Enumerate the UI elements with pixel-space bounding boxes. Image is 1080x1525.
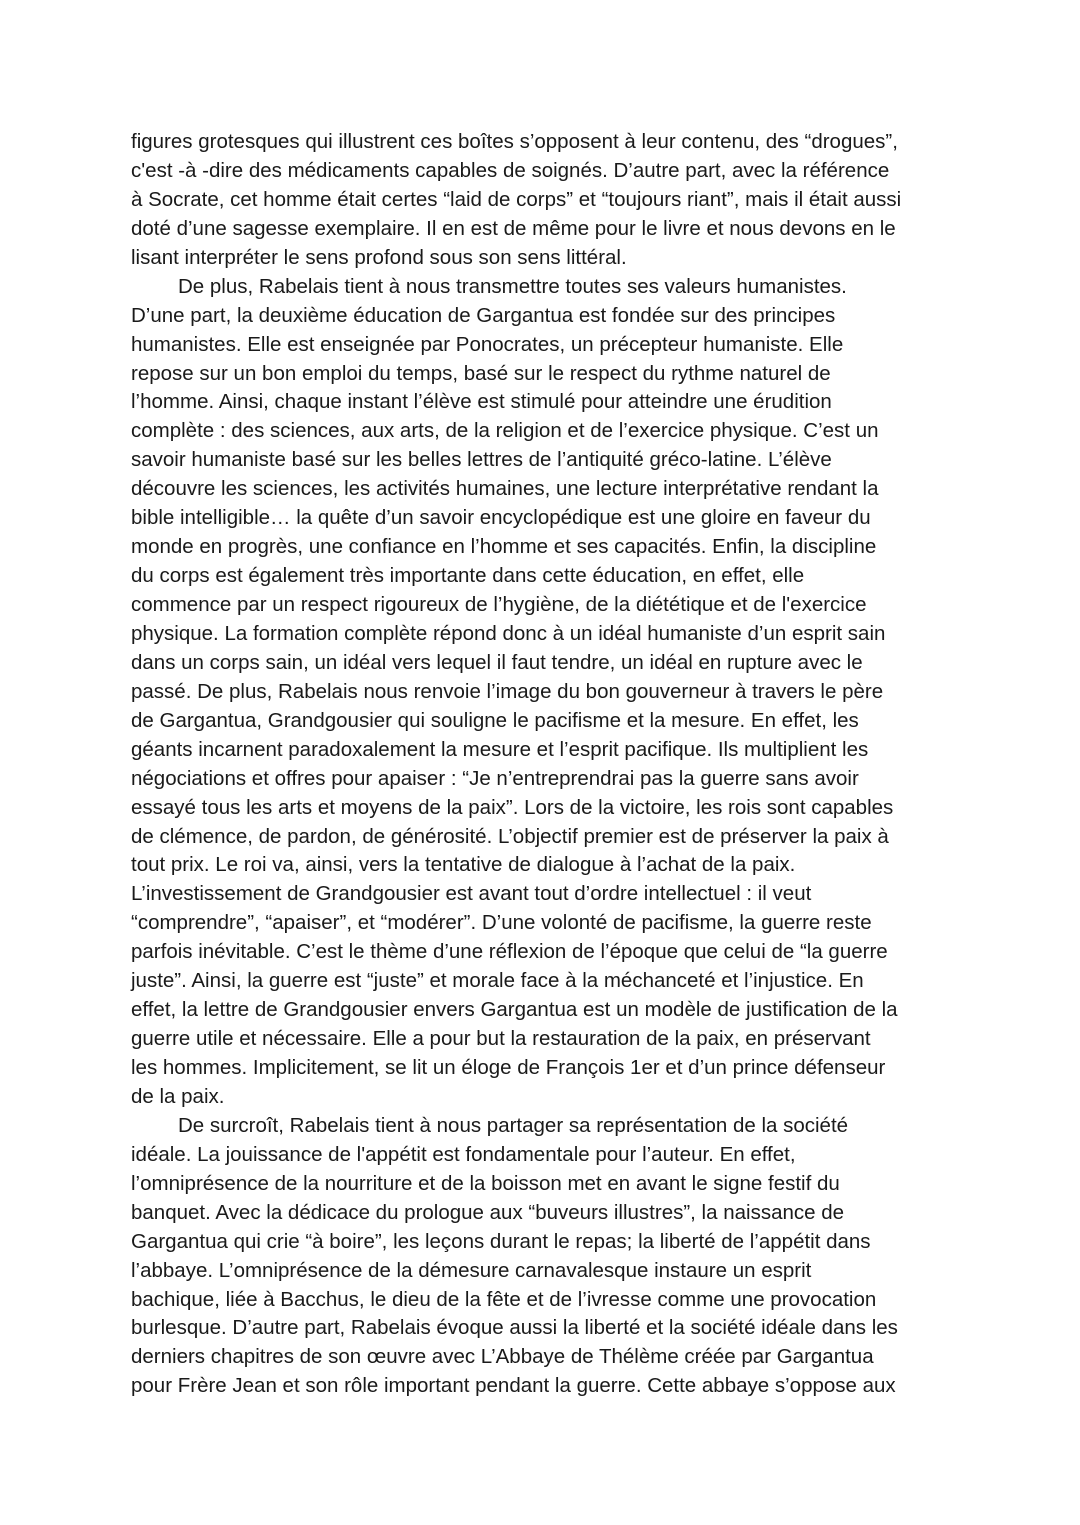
- text-line: L’investissement de Grandgousier est avant tout d’ordre intellectuel : il veut: [131, 882, 812, 906]
- essay-text: [131, 128, 961, 1401]
- text-line: du corps est également très importante dans cette éducation, en effet, elle: [131, 564, 805, 588]
- text-line: figures grotesques qui illustrent ces boîtes s’opposent à leur contenu, des “drogues”,: [131, 130, 898, 153]
- text-line: passé. De plus, Rabelais nous renvoie l’image du bon gouverneur à travers le père: [131, 679, 884, 703]
- text-line: burlesque. D’autre part, Rabelais évoque aussi la liberté et la société idéale dans les: [131, 1316, 898, 1340]
- text-line: découvre les sciences, les activités humaines, une lecture interprétative rendant la: [131, 477, 879, 501]
- text-line: l’homme. Ainsi, chaque instant l’élève est stimulé pour atteindre une érudition: [131, 390, 832, 414]
- text-line: dans un corps sain, un idéal vers lequel il faut tendre, un idéal en rupture avec le: [131, 650, 863, 674]
- text-line: derniers chapitres de son œuvre avec L’Abbaye de Thélème créée par Gargantua: [131, 1345, 874, 1369]
- text-line: doté d’une sagesse exemplaire. Il en est de même pour le livre et nous devons en le: [131, 216, 896, 240]
- text-line: l’abbaye. L’omniprésence de la démesure carnavalesque instaure un esprit: [131, 1258, 812, 1282]
- text-line: lisant interpréter le sens profond sous son sens littéral.: [131, 245, 627, 269]
- text-line: bachique, liée à Bacchus, le dieu de la fête et de l’ivresse comme une provocation: [131, 1287, 877, 1311]
- text-line: les hommes. Implicitement, se lit un éloge de François 1er et d’un prince défenseur: [131, 1056, 886, 1079]
- text-line: parfois inévitable. C’est le thème d’une réflexion de l’époque que celui de “la guerre: [131, 940, 888, 964]
- text-line: essayé tous les arts et moyens de la paix”. Lors de la victoire, les rois sont capables: [131, 795, 894, 819]
- text-line: juste”. Ainsi, la guerre est “juste” et morale face à la méchanceté et l’injustice. En: [131, 969, 864, 993]
- text-line: repose sur un bon emploi du temps, basé sur le respect du rythme naturel de: [131, 361, 831, 385]
- text-line: savoir humaniste basé sur les belles lettres de l’antiquité gréco-latine. L’élève: [131, 448, 832, 472]
- text-line: tout prix. Le roi va, ainsi, vers la tentative de dialogue à l’achat de la paix.: [131, 853, 796, 877]
- text-line: bible intelligible… la quête d’un savoir encyclopédique est une gloire en faveur du: [131, 506, 871, 530]
- text-line: banquet. Avec la dédicace du prologue aux “buveurs illustres”, la naissance de: [131, 1200, 845, 1224]
- text-line: pour Frère Jean et son rôle important pendant la guerre. Cette abbaye s’oppose aux: [131, 1374, 896, 1398]
- paragraph-start-line: De surcroît, Rabelais tient à nous partager sa représentation de la société: [178, 1113, 849, 1137]
- text-line: monde en progrès, une confiance en l’homme et ses capacités. Enfin, la discipline: [131, 535, 877, 559]
- text-line: guerre utile et nécessaire. Elle a pour but la restauration de la paix, en préservant: [131, 1027, 871, 1051]
- text-line: l’omniprésence de la nourriture et de la boisson met en avant le signe festif du: [131, 1171, 840, 1195]
- text-line: effet, la lettre de Grandgousier envers Gargantua est un modèle de justification de la: [131, 998, 898, 1022]
- text-line: humanistes. Elle est enseignée par Ponocrates, un précepteur humaniste. Elle: [131, 332, 844, 356]
- text-line: à Socrate, cet homme était certes “laid de corps” et “toujours riant”, mais il était aussi: [131, 187, 902, 211]
- text-line: commence par un respect rigoureux de l’hygiène, de la diététique et de l'exercice: [131, 593, 867, 616]
- text-line: c'est -à -dire des médicaments capables de soignés. D’autre part, avec la référence: [131, 158, 890, 182]
- text-line: de la paix.: [131, 1084, 225, 1108]
- text-line: négociations et offres pour apaiser : “Je n’entreprendrai pas la guerre sans avoir: [131, 766, 859, 790]
- text-line: de clémence, de pardon, de générosité. L’objectif premier est de préserver la paix à: [131, 824, 889, 848]
- text-line: physique. La formation complète répond donc à un idéal humaniste d’un esprit sain: [131, 621, 886, 645]
- text-line: idéale. La jouissance de l'appétit est fondamentale pour l’auteur. En effet,: [131, 1142, 796, 1166]
- text-line: D’une part, la deuxième éducation de Gargantua est fondée sur des principes: [131, 303, 836, 327]
- text-line: de Gargantua, Grandgousier qui souligne le pacifisme et la mesure. En effet, les: [131, 708, 859, 732]
- text-line: Gargantua qui crie “à boire”, les leçons durant le repas; la liberté de l’appétit dans: [131, 1229, 871, 1253]
- text-line: complète : des sciences, aux arts, de la religion et de l’exercice physique. C’est un: [131, 419, 879, 443]
- paragraph-start-line: De plus, Rabelais tient à nous transmettre toutes ses valeurs humanistes.: [178, 274, 847, 298]
- text-line: “comprendre”, “apaiser”, et “modérer”. D’une volonté de pacifisme, la guerre reste: [131, 911, 872, 935]
- text-line: géants incarnent paradoxalement la mesure et l’esprit pacifique. Ils multiplient les: [131, 737, 869, 761]
